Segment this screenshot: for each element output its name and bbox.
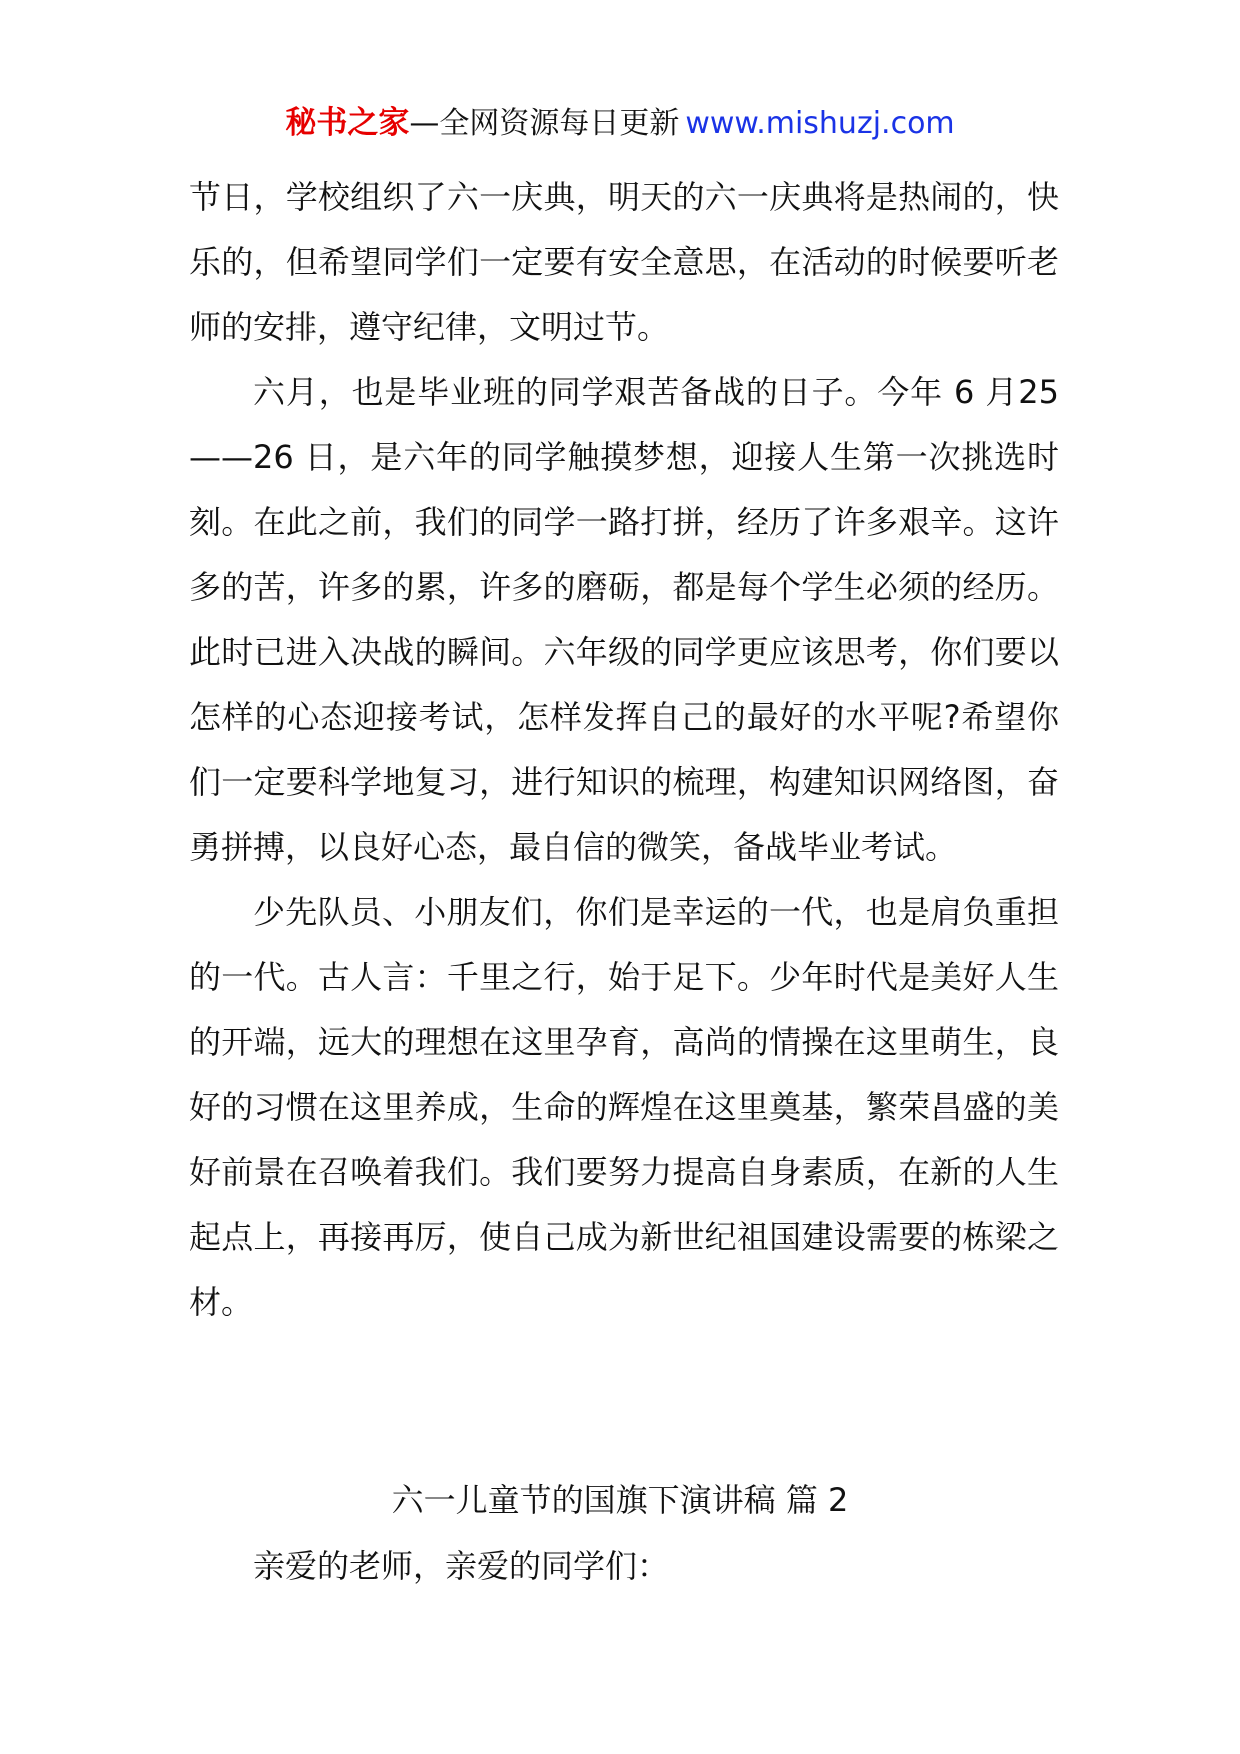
paragraph-graduation: 六月，也是毕业班的同学艰苦备战的日子。今年 6 月25——26 日，是六年的同学触摸梦想，迎接人生第一次挑选时刻。在此之前，我们的同学一路打拼，经历了许多艰辛。这许多的苦，许多的累，许多的磨砺，都是每个学生必须的经历。此时已进入决战的瞬间。六年级的同学更应该思考，你们要以怎样的心态迎接考试，怎样发挥自己的最好的水平呢?希望你们一定要科学地复习，进行知识的梳理，构建知识网络图，奋勇拼搏，以良好心态，最自信的微笑，备战毕业考试。: [189, 373, 1059, 866]
header-tagline: —全网资源每日更新: [409, 106, 680, 141]
site-url[interactable]: www.mishuzj.com: [685, 106, 955, 141]
article-body: [189, 165, 1059, 1335]
site-header: [0, 103, 1240, 144]
paragraph-young-pioneers: 少先队员、小朋友们，你们是幸运的一代，也是肩负重担的一代。古人言：千里之行，始于足下。少年时代是美好人生的开端，远大的理想在这里孕育，高尚的情操在这里萌生，良好的习惯在这里养成，生命的辉煌在这里奠基，繁荣昌盛的美好前景在召唤着我们。我们要努力提高自身素质，在新的人生起点上，再接再厉，使自己成为新世纪祖国建设需要的栋梁之材。: [189, 893, 1059, 1321]
speech-greeting: 亲爱的老师，亲爱的同学们：: [253, 1547, 670, 1585]
brand-name: 秘书之家: [285, 105, 410, 141]
paragraph-continued: 节日，学校组织了六一庆典，明天的六一庆典将是热闹的，快乐的，但希望同学们一定要有安全意思，在活动的时候要听老师的安排，遵守纪律，文明过节。: [189, 178, 1059, 346]
section-title: 六一儿童节的国旗下演讲稿 篇 2: [391, 1481, 849, 1519]
